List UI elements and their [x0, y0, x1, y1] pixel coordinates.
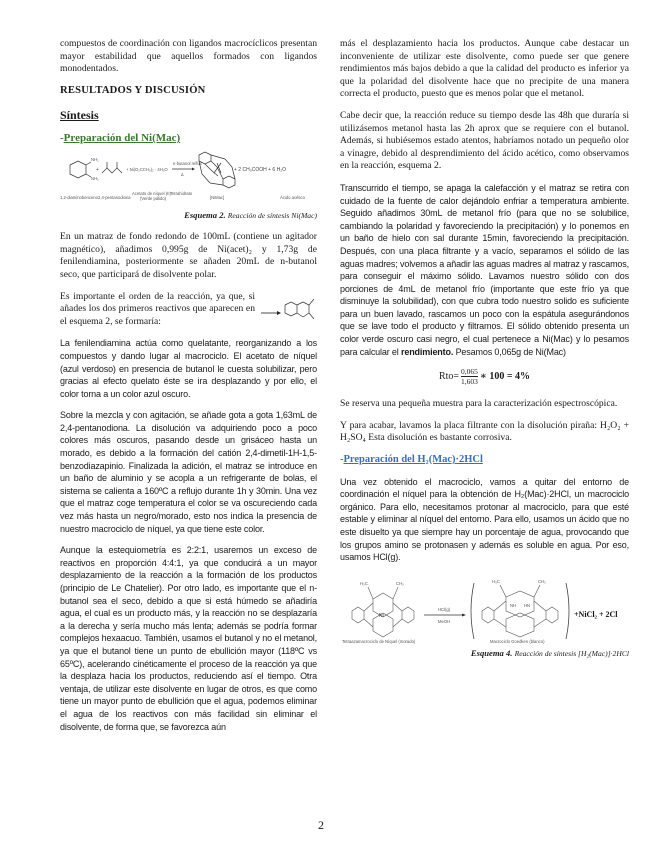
methyl-label-3: H₃C — [492, 578, 500, 584]
prep-ni-heading: -Preparación del Ni(Mac) — [60, 131, 181, 144]
scheme-4-caption: Esquema 4. Reacción de síntesis [H₂(Mac)]·2HCl — [470, 647, 629, 658]
hn-label-1: HN — [524, 602, 531, 608]
scheme-4-label-left: Tetraazamacrociclo de Níquel (morado) — [342, 638, 416, 644]
scheme-2-label-3b: (Verde pálido) — [140, 195, 167, 201]
page-number: 2 — [318, 818, 324, 832]
subsection-title: Síntesis — [60, 108, 99, 123]
ni-atom-label: Ni — [379, 612, 384, 619]
scheme-2-caption: Esquema 2. Reacción de síntesis Ni(Mac) — [184, 209, 317, 220]
scheme-2-arrow-bottom: ∆ — [181, 171, 184, 177]
right-paragraph-1: más el desplazamiento hacia los productos. Aunque cabe destacar un inconveniente de utilizar este disolvente, como puede ser que genere rendimientos más bajos debido a que la calidad del producto es inferior ya que la polaridad del disolvente hace que no precipite de una manera correcta el producto, puesto que es menos polar que el metanol. — [340, 38, 629, 100]
scheme-2-label-2: 2,4-pentanodiona — [98, 194, 131, 200]
scheme-2-label-3: Acetato de níquel (II) — [132, 190, 171, 196]
right-column — [340, 38, 629, 669]
ni-mac-structure — [199, 152, 235, 188]
section-title: RESULTADOS Y DISCUSIÓN — [60, 84, 206, 96]
benzodiazepine-structure — [261, 291, 317, 331]
right-paragraph-5: Y para acabar, lavamos la placa filtrante con la disolución piraña: H₂O₂ + H₂SO₄ Esta disolución es bastante corrosiva. — [340, 419, 629, 444]
svg-text:NH₂: NH₂ — [91, 156, 99, 162]
left-paragraph-4: Sobre la mezcla y con agitación, se añade gota a gota 1,63mL de 2,4-pentanodiona. La disolución va adquiriendo poco a poco colores más oscuros, pasando desde un grisáceo hasta un morado, es debido a la formación del catión 2,4-dimetil-1H-1,5-benzodiazapinio. Finalizada la adición, el matraz se introduce en un baño de aluminio y se acopla a un refrigerante de bolas, el sistema se calienta a 160ºC a reflujo durante 1h y 30min. Una vez que el matraz coge temperatura el color se va oscureciendo cada vez más hasta un negro/morado, esto nos indica la presencia de nuestro macrociclo de níquel, ya que tiene este color. — [60, 410, 317, 534]
order-figure-block — [60, 291, 317, 338]
scheme-4-figure — [340, 573, 629, 645]
right-paragraph-6: Una vez obtenido el macrociclo, vamos a quitar del entorno de coordinación el níquel para la obtención de H₂(Mac)·2HCl, un macrociclo orgánico. Para ello, necesitamos protonar al macrociclo, para que esté estable y eliminar al níquel del entorno. Para ello, usamos un ácido que no este disuelto ya que siempre hay un porcentaje de agua, provocando que los grupos amino se protonasen y además es soluble en agua. Por eso, usamos HCl(g). — [340, 476, 629, 563]
ni-macrocycle-structure — [352, 587, 414, 637]
scheme-4-arrow-top: HCl(g) — [438, 606, 451, 612]
right-paragraph-4: Se reserva una pequeña muestra para la caracterización espectroscópica. — [340, 398, 618, 410]
scheme-2-arrow-top: n-butanol reflux — [173, 160, 202, 166]
left-column — [60, 38, 317, 742]
svg-text:+: + — [96, 166, 99, 173]
methyl-label-2: CH₃ — [396, 580, 404, 586]
scheme-2-label-1: 1,2-diaminobenceno — [60, 194, 98, 200]
scheme-2-label-6: Ácido acético — [280, 194, 305, 200]
methyl-label-1: H₃C — [360, 580, 368, 586]
scheme-2-label-4: Tetrahidrato — [170, 190, 193, 196]
left-paragraph-1: En un matraz de fondo redondo de 100mL (contiene un agitador magnético), añadimos 0,995g de Ni(acet)₂ y 1,73g de fenilendiamina, posteriormente se añaden 20mL de n-butanol seco, que participará de disolvente polar. — [60, 231, 317, 280]
goedken-macrocycle-structure — [482, 585, 558, 637]
right-paragraph-2: Cabe decir que, la reacción reduce su tiempo desde las 48h que duraría si utilizásemos metanol hasta las 2h aprox que se requiere con el butanol. Además, si hubiésemos estado atentos, habríamos notado un pequeño olor a vinagre, debido al desprendimiento del ácido acético, como observamos en la reacción, esquema 2. — [340, 109, 629, 172]
scheme-2-figure — [60, 149, 317, 209]
scheme-4-label-right: Macrociclo Goedken (blanco) — [490, 638, 545, 644]
prep-h2mac-heading: -Preparación del H₂(Mac)·2HCl — [340, 454, 483, 466]
scheme-2-products: + 2 CH₃COOH + 6 H₂O — [234, 166, 287, 173]
right-paragraph-3: Transcurrido el tiempo, se apaga la calefacción y el matraz se retira con cuidado de la fuente de calor dejándolo enfriar a temperatura ambiente. Seguido añadimos 30mL de metanol frío (para que no se solubilice, cambiando la polaridad y favoreciendo la precipitación) y lo ponemos en un baño de hielo con sal durante 15min, favoreciendo la precipitación. Después, con una placa filtrante y a vacío, separamos el sólido de las aguas madres; volvemos a añadir las aguas madres al matraz y rascamos, para conseguir el máximo sólido. Lavamos nuestro sólido con dos porciones de 4mL de metanol frío (importante que este frío ya que disminuye la solubilidad), con que cubra todo nuestro solido es suficiente para un buen lavado, rascamos un poco con la espátula asegurándonos que se lave todo el producto y filtramos. El sólido obtenido presenta un color verde oscuro casi negro, el cual pertenece a Ni(Mac) y lo pesamos para calcular el rendimiento. Pesamos 0,065g de Ni(Mac) — [340, 182, 629, 357]
intro-paragraph: compuestos de coordinación con ligandos macrocíclicos presentan mayor estabilidad que aquellos formados con ligandos monodentados. — [60, 38, 317, 75]
scheme-4-arrow-bottom: MeOH — [438, 618, 451, 624]
left-paragraph-3: La fenilendiamina actúa como quelatante, reorganizando a los compuestos y dando lugar al macrociclo. El acetato de níquel (azul verdoso) en presencia de butanol le cuesta solubilizar, pero gracias al efecto quelato éste se ira desplazando y por ello, el color torna a un color azul oscuro. — [60, 338, 317, 399]
left-paragraph-5: Aunque la estequiometría es 2:2:1, usaremos un exceso de reactivos en proporción 4:4:1, ya que conducirá a un mayor desplazamiento de la reacción a la formación de los productos (principio de Le Chatelier). Por otro lado, es importante que el n-butanol sea el seco, debido a que si está húmedo se añadiría agua, el cual es un producto más, y la reacción no se desplazaría a la derecha y sería mucho más lenta; además se podría formar complejos hexaacuo. También, usamos el butanol y no el metanol, ya que el butanol tiene un punto de ebullición mayor (118ºC vs 65ºC), acelerando cinéticamente el proceso de la reacción ya que la desplaza hacia los productos, reduciendo así el tiempo. Otra ventaja, de utilizar este disolvente en lugar de otros, es que como tiene un mayor punto de ebullición que el agua, podemos eliminar el agua de los reactivos con más facilidad sin eliminar el disolvente, de forma que, se favorezca aún — [60, 545, 317, 732]
methyl-label-4: CH₃ — [538, 578, 546, 584]
scheme-2-reaction-drawing — [60, 149, 317, 209]
scheme-2-label-5: [NiMac] — [210, 194, 225, 200]
scheme-2-reagent: + Ni(O₂CCH₃)₂ · 4H₂O — [126, 166, 168, 172]
left-paragraph-2: Es importante el orden de la reacción, ya que, si añades los dos primeros reactivos que aparecen en el esquema 2, se formaría: — [60, 290, 255, 327]
scheme-4-side-products: +NiCl₂ + 2Cl — [574, 609, 618, 619]
scheme-4-reaction-drawing — [340, 573, 629, 645]
yield-formula: Rto= $\frac{0,065}{1,603}$ ∗ 100 = 4% — [438, 367, 531, 387]
nh-label-1: NH — [510, 602, 517, 608]
svg-text:NH₂: NH₂ — [91, 175, 99, 181]
